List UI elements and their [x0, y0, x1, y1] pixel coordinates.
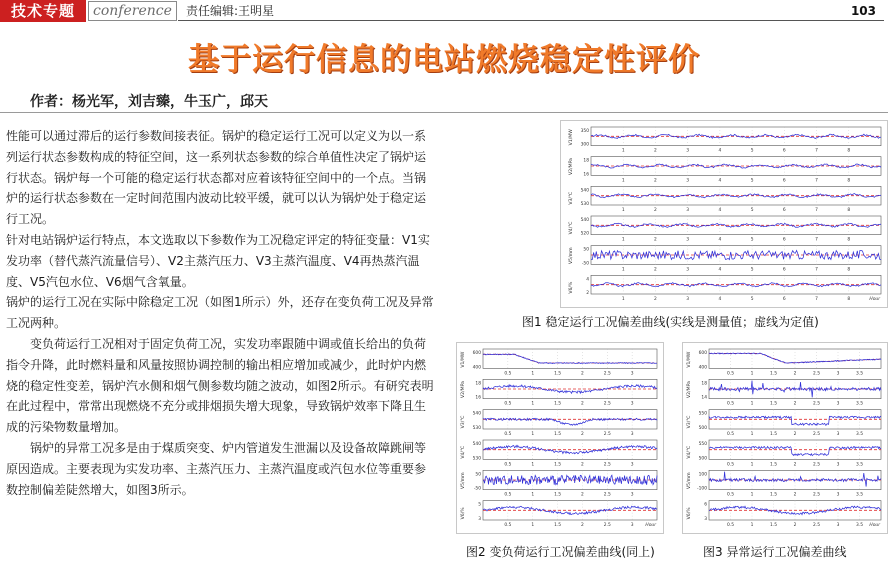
y-tick-label: 50 [475, 472, 481, 478]
y-tick-label: 16 [475, 395, 481, 401]
y-tick-label: 600 [472, 351, 481, 356]
panel-5 [686, 470, 881, 497]
x-tick-label: 6 [782, 237, 786, 243]
x-tick-label: 0.5 [504, 371, 512, 377]
figure-3-abnormal-curves [682, 342, 888, 534]
header-rule [178, 20, 884, 21]
x-tick-label: 7 [815, 178, 818, 184]
x-tick-label: 1.5 [554, 432, 562, 437]
y-tick-label: 530 [472, 426, 481, 431]
y-tick-label: 550 [698, 411, 707, 417]
x-tick-label: 2 [793, 401, 797, 407]
x-tick-label: 3.5 [856, 492, 863, 498]
x-tick-label: 2.5 [813, 492, 820, 498]
article-title: 基于运行信息的电站燃烧稳定性评价 [188, 42, 700, 78]
panel-6 [686, 501, 881, 528]
body-paragraph-2: 针对电站锅炉运行特点，本文选取以下参数作为工况稳定评定的特征变量：V1实发功率（替代蒸汽流量信号）、V2主蒸汽压力、V3主蒸汽温度、V4再热蒸汽温度、V5汽包水位、V6烟气含氧量。 [6, 232, 430, 289]
x-tick-label: 8 [847, 237, 851, 243]
x-tick-label: 2.5 [603, 462, 611, 468]
panel-2 [568, 157, 881, 184]
conference-label: conference [88, 1, 177, 21]
x-tick-label: 1.5 [770, 492, 777, 498]
panel-6 [568, 275, 881, 302]
x-tick-label: 5 [750, 267, 754, 273]
y-tick-label: 530 [472, 456, 481, 462]
y-tick-label: 530 [580, 202, 589, 207]
x-tick-label: 1 [531, 371, 535, 377]
y-tick-label: 3 [478, 517, 481, 522]
x-tick-label: 5 [750, 178, 754, 184]
x-tick-label: 6 [782, 178, 786, 184]
x-tick-label: 0.5 [504, 432, 512, 437]
x-tick-label: 1.5 [554, 492, 562, 498]
x-tick-label: 4 [718, 267, 722, 273]
panel-2 [686, 379, 881, 406]
panel-label: V1/MW [687, 351, 692, 368]
x-tick-label: 3 [630, 401, 634, 407]
x-tick-label: 5 [750, 208, 754, 213]
panel-1 [568, 127, 881, 154]
x-tick-label: 1 [531, 401, 535, 407]
y-tick-label: 500 [698, 426, 707, 431]
x-tick-label: 4 [718, 297, 722, 302]
x-tick-label: 2 [581, 462, 584, 468]
panel-4 [460, 440, 657, 467]
x-tick-label: 0.5 [727, 371, 734, 377]
x-tick-label: 1 [750, 401, 754, 407]
x-tick-label: 3 [686, 208, 690, 213]
x-tick-label: 1 [750, 523, 754, 528]
panel-label: V4/℃ [461, 445, 466, 459]
x-unit-label: Hour [869, 523, 880, 528]
panel-label: V4/℃ [687, 445, 692, 459]
body-paragraph-1: 性能可以通过滞后的运行参数间接表征。锅炉的稳定运行工况可以定义为以一系列运行状态参数构成的特征空间，这一系列状态参数的综合单值性决定了锅炉运行状态。锅炉每一个可能的稳定运行状态都对应着该特征空间中的一个点。当锅炉的运行状态参数在一定时间范围内波动比较平缓，就可以认为锅炉处于稳定运行工况。 [6, 129, 427, 227]
x-tick-label: 2 [654, 267, 657, 273]
y-tick-label: 2 [586, 291, 589, 296]
x-tick-label: 3 [836, 462, 840, 468]
y-tick-label: -50 [473, 486, 481, 492]
panel-3 [686, 410, 881, 437]
y-tick-label: 540 [472, 442, 481, 447]
panel-label: V6/% [569, 281, 574, 294]
x-tick-label: 7 [815, 208, 818, 213]
x-tick-label: 1 [531, 523, 535, 528]
x-tick-label: 1 [750, 462, 754, 468]
x-tick-label: 3 [686, 178, 690, 184]
x-tick-label: 3 [630, 523, 634, 528]
x-tick-label: 5 [750, 297, 754, 302]
x-tick-label: 3 [686, 297, 690, 302]
fig2-svg [457, 343, 663, 533]
body-paragraph-5: 锅炉的异常工况多是由于煤质突变、炉内管道发生泄漏以及设备故障跳闸等原因造成。主要表现为实发功率、主蒸汽压力、主蒸汽温度或汽包水位等重要参数控制偏差陡然增大，如图3所示。 [6, 440, 427, 497]
x-tick-label: 5 [750, 237, 754, 243]
x-tick-label: 6 [782, 208, 786, 213]
x-tick-label: 2 [654, 178, 657, 184]
y-tick-label: 5 [478, 502, 481, 508]
panel-5 [460, 470, 657, 497]
x-tick-label: 2 [654, 297, 657, 302]
x-tick-label: 1 [621, 267, 625, 273]
x-tick-label: 7 [815, 148, 818, 154]
x-tick-label: 1 [750, 492, 754, 498]
panel-label: V3/℃ [569, 191, 574, 205]
x-tick-label: 1 [531, 492, 535, 498]
x-tick-label: 1 [531, 462, 535, 468]
x-tick-label: 3.5 [856, 462, 863, 468]
x-tick-label: 2 [581, 371, 584, 377]
y-tick-label: 550 [698, 442, 707, 447]
x-tick-label: 3.5 [856, 523, 863, 528]
x-tick-label: 0.5 [727, 492, 734, 498]
x-tick-label: 8 [847, 178, 851, 184]
x-tick-label: 1.5 [554, 401, 562, 407]
y-tick-label: 400 [472, 365, 481, 371]
x-tick-label: 0.5 [504, 401, 512, 407]
panel-label: V5/mm [569, 247, 574, 264]
x-tick-label: 1 [621, 148, 625, 154]
y-tick-label: 500 [698, 456, 707, 462]
panel-label: V6/% [461, 507, 466, 520]
panel-label: V6/% [687, 507, 692, 520]
y-tick-label: 520 [580, 231, 589, 237]
x-tick-label: 3 [836, 492, 840, 498]
x-tick-label: 3 [686, 267, 690, 273]
x-tick-label: 0.5 [727, 432, 734, 437]
x-tick-label: 2.5 [603, 432, 611, 437]
x-tick-label: 2 [793, 492, 797, 498]
x-tick-label: 2 [793, 371, 797, 377]
x-tick-label: 8 [847, 267, 851, 273]
panel-label: V2/MPa [687, 381, 692, 398]
x-tick-label: 1.5 [770, 371, 777, 377]
x-tick-label: 7 [815, 237, 818, 243]
y-tick-label: 18 [475, 381, 481, 387]
y-tick-label: 350 [580, 129, 589, 134]
panel-label: V5/mm [687, 472, 692, 489]
x-tick-label: 2 [581, 523, 584, 528]
x-tick-label: 7 [815, 297, 818, 302]
x-tick-label: 3 [630, 371, 634, 377]
x-tick-label: 1 [621, 237, 625, 243]
x-tick-label: 1 [750, 371, 754, 377]
panel-4 [686, 440, 881, 467]
x-tick-label: 2.5 [603, 523, 611, 528]
x-tick-label: 2.5 [813, 371, 820, 377]
y-tick-label: 50 [583, 247, 589, 253]
panel-label: V1/MW [461, 351, 466, 368]
x-tick-label: 6 [782, 267, 786, 273]
page-header [0, 0, 888, 22]
x-tick-label: 4 [718, 178, 722, 184]
x-tick-label: 1.5 [554, 523, 562, 528]
x-tick-label: 2 [581, 432, 584, 437]
y-tick-label: -50 [581, 261, 589, 267]
y-tick-label: 3 [704, 517, 707, 522]
x-tick-label: 3 [836, 401, 840, 407]
panel-label: V3/℃ [461, 415, 466, 429]
figure-1-stable-curves [560, 120, 888, 308]
panel-5 [568, 246, 881, 273]
title-divider [0, 112, 888, 113]
figure-3-caption: 图3 异常运行工况偏差曲线 [703, 545, 847, 559]
x-tick-label: 3 [836, 371, 840, 377]
x-tick-label: 3.5 [856, 401, 863, 407]
panel-2 [460, 379, 657, 406]
x-tick-label: 3 [686, 148, 690, 154]
article-authors: 作者：杨光军，刘吉臻，牛玉广，邱天 [30, 94, 268, 110]
y-tick-label: 6 [704, 502, 707, 508]
figure-1-caption: 图1 稳定运行工况偏差曲线(实线是测量值；虚线为定值) [522, 315, 819, 329]
x-tick-label: 3 [630, 462, 634, 468]
x-tick-label: 0.5 [504, 492, 512, 498]
x-tick-label: 2.5 [813, 523, 820, 528]
x-tick-label: 1.5 [770, 401, 777, 407]
x-tick-label: 2 [793, 432, 797, 437]
x-tick-label: 2.5 [603, 492, 611, 498]
y-tick-label: 540 [580, 188, 589, 194]
page-number: 103 [850, 4, 876, 18]
y-tick-label: 18 [701, 381, 707, 387]
panel-4 [568, 216, 881, 243]
figure-2-variable-load-curves [456, 342, 664, 534]
x-tick-label: 3.5 [856, 371, 863, 377]
x-tick-label: 4 [718, 148, 722, 154]
x-tick-label: 2 [654, 208, 657, 213]
x-tick-label: 2 [581, 492, 584, 498]
x-tick-label: 3 [686, 237, 690, 243]
body-paragraph-4: 变负荷运行工况相对于固定负荷工况，实发功率跟随中调或值长给出的负荷指令升降，此时燃料量和风量按照协调控制的输出相应增加或减少，此时炉内燃烧的稳定性变差，锅炉汽水侧和烟气侧参数均随之波动，如图2所示。有研究表明在此过程中，常常出现燃烧不充分或排烟损失增大现象，导致锅炉效率下降且生成的污染物数量增加。 [6, 336, 434, 435]
panel-1 [460, 349, 657, 376]
figure-2-caption: 图2 变负荷运行工况偏差曲线(同上) [466, 545, 655, 559]
x-tick-label: 0.5 [504, 523, 512, 528]
y-tick-label: 14 [701, 395, 707, 401]
y-tick-label: 100 [698, 472, 707, 478]
x-tick-label: 7 [815, 267, 818, 273]
x-tick-label: 2.5 [813, 401, 820, 407]
panel-label: V1/MW [569, 129, 574, 146]
x-tick-label: 2 [654, 237, 657, 243]
y-tick-label: 540 [580, 218, 589, 223]
x-tick-label: 3 [630, 432, 634, 437]
x-tick-label: 0.5 [727, 523, 734, 528]
x-tick-label: 1 [621, 297, 625, 302]
x-tick-label: 1.5 [554, 371, 562, 377]
x-tick-label: 0.5 [727, 401, 734, 407]
x-tick-label: 1.5 [770, 432, 777, 437]
x-tick-label: 6 [782, 148, 786, 154]
x-tick-label: 1 [750, 432, 754, 437]
x-tick-label: 2 [793, 523, 797, 528]
x-tick-label: 1 [621, 208, 625, 213]
x-tick-label: 2.5 [813, 462, 820, 468]
panel-label: V3/℃ [687, 415, 692, 429]
x-tick-label: 2 [654, 148, 657, 154]
x-tick-label: 8 [847, 208, 851, 213]
body-column [6, 126, 434, 500]
panel-frame [483, 349, 657, 368]
body-paragraph-3: 锅炉的运行工况在实际中除稳定工况（如图1所示）外，还存在变负荷工况及异常工况两种。 [6, 295, 434, 331]
x-tick-label: 0.5 [504, 462, 512, 468]
x-tick-label: 6 [782, 297, 786, 302]
x-tick-label: 5 [750, 148, 754, 154]
x-tick-label: 1 [531, 432, 535, 437]
x-tick-label: 0.5 [727, 462, 734, 468]
y-tick-label: 4 [586, 277, 589, 283]
y-tick-label: 18 [583, 158, 589, 164]
x-tick-label: 8 [847, 297, 851, 302]
x-tick-label: 4 [718, 208, 722, 213]
y-tick-label: 540 [472, 411, 481, 417]
column-label: 技术专题 [0, 0, 86, 22]
x-unit-label: Hour [869, 297, 880, 302]
x-tick-label: 2.5 [603, 371, 611, 377]
x-tick-label: 3 [630, 492, 634, 498]
x-tick-label: 3 [836, 523, 840, 528]
panel-label: V4/℃ [569, 221, 574, 235]
x-tick-label: 1.5 [770, 462, 777, 468]
panel-6 [460, 501, 657, 528]
x-tick-label: 4 [718, 237, 722, 243]
x-tick-label: 8 [847, 148, 851, 154]
x-tick-label: 3 [836, 432, 840, 437]
x-tick-label: 3.5 [856, 432, 863, 437]
x-tick-label: 1.5 [554, 462, 562, 468]
x-tick-label: 2.5 [813, 432, 820, 437]
panel-1 [686, 349, 881, 376]
x-tick-label: 2 [793, 462, 797, 468]
y-tick-label: -100 [697, 486, 707, 492]
x-tick-label: 1.5 [770, 523, 777, 528]
panel-label: V5/mm [461, 472, 466, 489]
panel-3 [460, 410, 657, 437]
fig3-svg [683, 343, 887, 533]
y-tick-label: 400 [698, 365, 707, 371]
editor-label: 责任编辑:王明星 [186, 4, 275, 18]
y-tick-label: 600 [698, 351, 707, 356]
panel-3 [568, 186, 881, 213]
panel-label: V2/MPa [461, 381, 466, 398]
x-tick-label: 2.5 [603, 401, 611, 407]
panel-label: V2/MPa [569, 158, 574, 175]
x-tick-label: 1 [621, 178, 625, 184]
x-unit-label: Hour [645, 523, 656, 528]
y-tick-label: 300 [580, 142, 589, 148]
y-tick-label: 16 [583, 172, 589, 178]
fig1-svg [561, 121, 887, 307]
x-tick-label: 2 [581, 401, 584, 407]
